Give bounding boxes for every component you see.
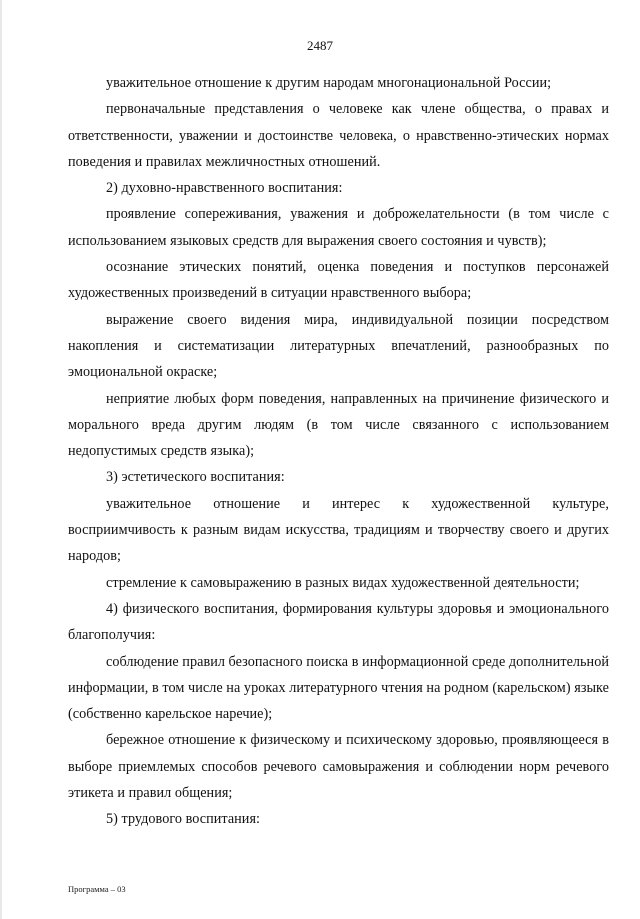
paragraph: неприятие любых форм поведения, направленных на причинение физического и морального вреда другим людям (в том числе связанного с использованием недопустимых средств языка); [68,390,609,460]
section-heading: 4) физического воспитания, формирования культуры здоровья и эмоционального благополучия: [68,600,609,644]
paragraph: проявление сопереживания, уважения и доброжелательности (в том числе с использованием языковых средств для выражения своего состояния и чувств); [68,206,609,249]
page-footer: Программа – 03 [68,884,126,894]
section-heading: 2) духовно-нравственного воспитания: [106,180,343,197]
page-number: 2487 [307,38,333,53]
section-heading: 5) трудового воспитания: [106,811,261,828]
paragraph: стремление к самовыражению в разных видах художественной деятельности; [106,574,580,591]
paragraph: бережное отношение к физическому и психическому здоровью, проявляющееся в выборе приемлемых способов речевого самовыражения и соблюдении норм речевого этикета и правил общения; [68,732,609,802]
paragraph: осознание этических понятий, оценка поведения и поступков персонажей художественных произведений в ситуации нравственного выбора; [68,259,609,302]
paragraph: соблюдение правил безопасного поиска в информационной среде дополнительной информации, в том числе на уроках литературного чтения на родном (карельском) языке (собственно карельское наречие); [68,653,609,723]
paragraph: выражение своего видения мира, индивидуальной позиции посредством накопления и систематизации литературных впечатлений, разнообразных по эмоциональной окраске; [68,311,609,381]
section-heading: 3) эстетического воспитания: [106,469,285,486]
paragraph: уважительное отношение к другим народам многонациональной России; [106,75,552,91]
paragraph: уважительное отношение и интерес к художественной культуре, восприимчивость к разным видам искусства, традициям и творчеству своего и других народов; [68,495,609,565]
scan-edge [0,0,2,919]
document-body [68,70,609,833]
paragraph: первоначальные представления о человеке как члене общества, о правах и ответственности, уважении и достоинстве человека, о нравственно-этических нормах поведения и правилах межличностных отношений. [68,101,609,170]
